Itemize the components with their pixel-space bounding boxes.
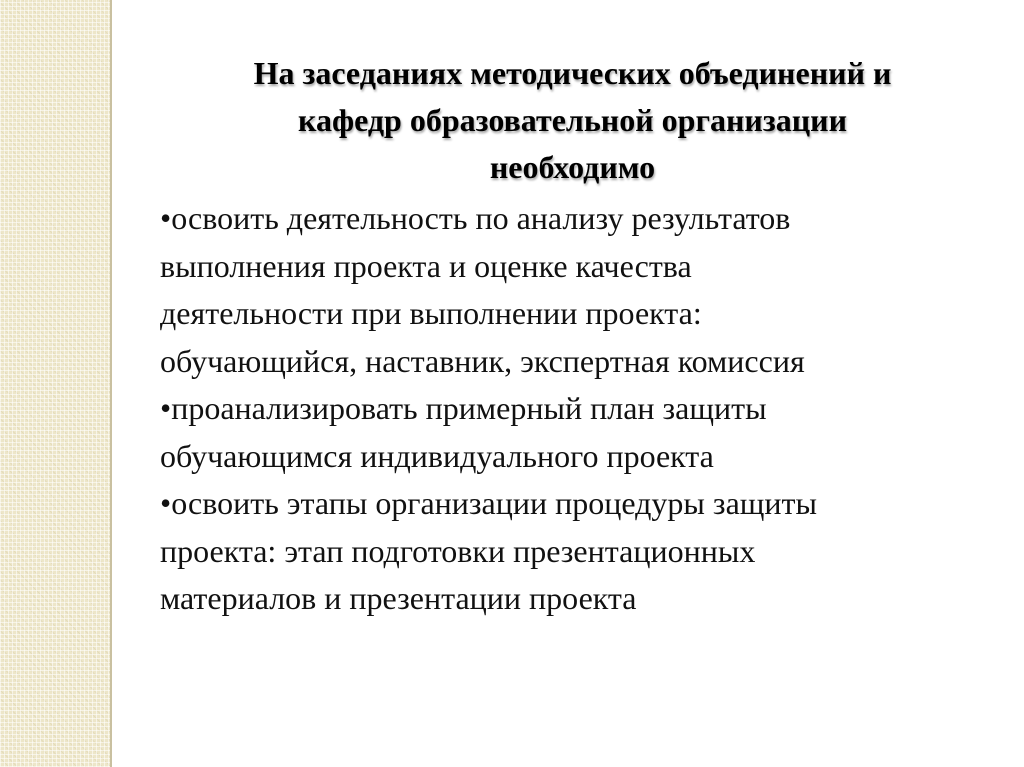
title-line: необходимо <box>489 149 656 185</box>
bullet-line: выполнения проекта и оценке качества <box>160 247 692 284</box>
bullet-line: •проанализировать примерный план защиты <box>160 390 767 426</box>
bullet-item <box>160 480 1010 623</box>
bullet-line: проекта: этап подготовки презентационных <box>160 532 756 569</box>
bullet-item <box>160 195 1010 385</box>
slide-title <box>150 50 995 191</box>
bullet-line: •освоить деятельность по анализу результатов <box>160 200 791 236</box>
title-line: кафедр образовательной организации <box>297 102 848 138</box>
decorative-side-band <box>0 0 110 767</box>
bullet-item <box>160 385 1010 480</box>
bullet-line: обучающимся индивидуального проекта <box>160 437 714 474</box>
bullet-line: материалов и презентации проекта <box>160 580 637 616</box>
bullet-list <box>160 195 1010 623</box>
bullet-line: обучающийся, наставник, экспертная комиссия <box>160 342 805 379</box>
title-line: На заседаниях методических объединений и <box>253 55 892 91</box>
side-divider <box>110 0 112 767</box>
bullet-line: •освоить этапы организации процедуры защиты <box>160 485 818 521</box>
bullet-line: деятельности при выполнении проекта: <box>160 295 702 331</box>
